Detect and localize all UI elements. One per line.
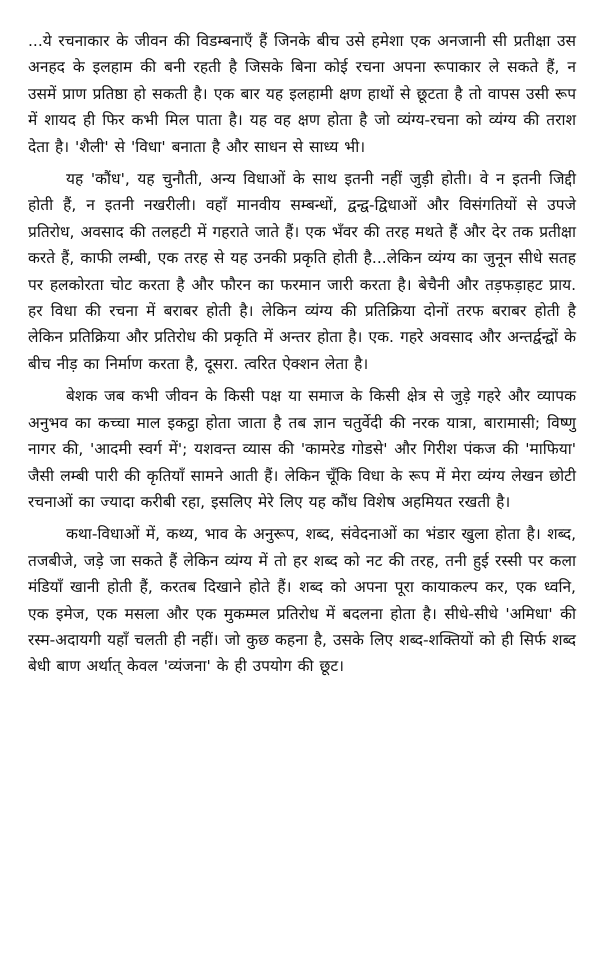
- document-page: [28, 28, 576, 686]
- paragraph-4: कथा-विधाओं में, कथ्य, भाव के अनुरूप, शब्द, संवेदनाओं का भंडार खुला होता है। शब्द, तजबीजे, जड़े जा सकते हैं लेकिन व्यंग्य में तो हर शब्द को नट की तरह, तनी हुई रस्सी पर कला मंडियाँ खानी होती हैं, करतब दिखाने होते हैं। शब्द को अपना पूरा कायाकल्प कर, एक ध्वनि, एक इमेज, एक मसला और एक मुकम्मल प्रतिरोध में बदलना होता है। सीधे-सीधे 'अमिधा' की रस्म-अदायगी यहाँ चलती ही नहीं। जो कुछ कहना है, उसके लिए शब्द-शक्तियों को ही सिर्फ शब्द बेधी बाण अर्थात् केवल 'व्यंजना' के ही उपयोग की छूट।: [28, 525, 576, 676]
- paragraph-1: ...ये रचनाकार के जीवन की विडम्बनाएँ हैं जिनके बीच उसे हमेशा एक अनजानी सी प्रतीक्षा उस अनहद के इलहाम की बनी रहती है जिसके बिना कोई रचना अपना रूपाकार ले सकते हैं, न उसमें प्राण प्रतिष्ठा हो सकती है। एक बार यह इलहामी क्षण हाथों से छूटता है तो वापस उसी रूप में शायद ही फिर कभी मिल पाता है। यह वह क्षण होता है जो व्यंग्य-रचना को व्यंग्य की तराश देता है। 'शैली' से 'विधा' बनाता है और साधन से साध्य भी।: [28, 32, 576, 156]
- paragraph-3: बेशक जब कभी जीवन के किसी पक्ष या समाज के किसी क्षेत्र से जुड़े गहरे और व्यापक अनुभव का कच्चा माल इकट्ठा होता जाता है तब ज्ञान चतुर्वेदी की नरक यात्रा, बारामासी; विष्णु नागर की, 'आदमी स्वर्ग में'; यशवन्त व्यास की 'कामरेड गोडसे' और गिरीश पंकज की 'माफिया' जैसी लम्बी पारी की कृतियाँ सामने आती हैं। लेकिन चूँकि विधा के रूप में मेरा व्यंग्य लेखन छोटी रचनाओं का ज्यादा करीबी रहा, इसलिए मेरे लिए यह कौंध विशेष अहमियत रखती है।: [28, 387, 577, 511]
- paragraph-2: यह 'कौंध', यह चुनौती, अन्य विधाओं के साथ इतनी नहीं जुड़ी होती। वे न इतनी जिद्दी होती हैं, न इतनी नखरीली। वहाँ मानवीय सम्बन्धों, द्वन्द्व-द्विधाओं और विसंगतियों से उपजे प्रतिरोध, अवसाद की तलहटी में गहराते जाते हैं। एक भँवर की तरह मथते हैं और देर तक प्रतीक्षा करते हैं, काफी लम्बी, एक तरह से यह उनकी प्रकृति होती है...लेकिन व्यंग्य का जुनून सीधे सतह पर हलकोरता चोट करता है और फौरन का फरमान जारी करता है। बेचैनी और तड़फड़ाहट प्राय. हर विधा की रचना में बराबर होती है। लेकिन व्यंग्य की प्रतिक्रिया दोनों तरफ बराबर होती है लेकिन प्रतिक्रिया और प्रतिरोध की प्रकृति में अन्तर होता है। एक. गहरे अवसाद और अन्तर्द्वन्द्वों के बीच नीड़ का निर्माण करता है, दूसरा. त्वरित ऐक्शन लेता है।: [28, 170, 576, 373]
